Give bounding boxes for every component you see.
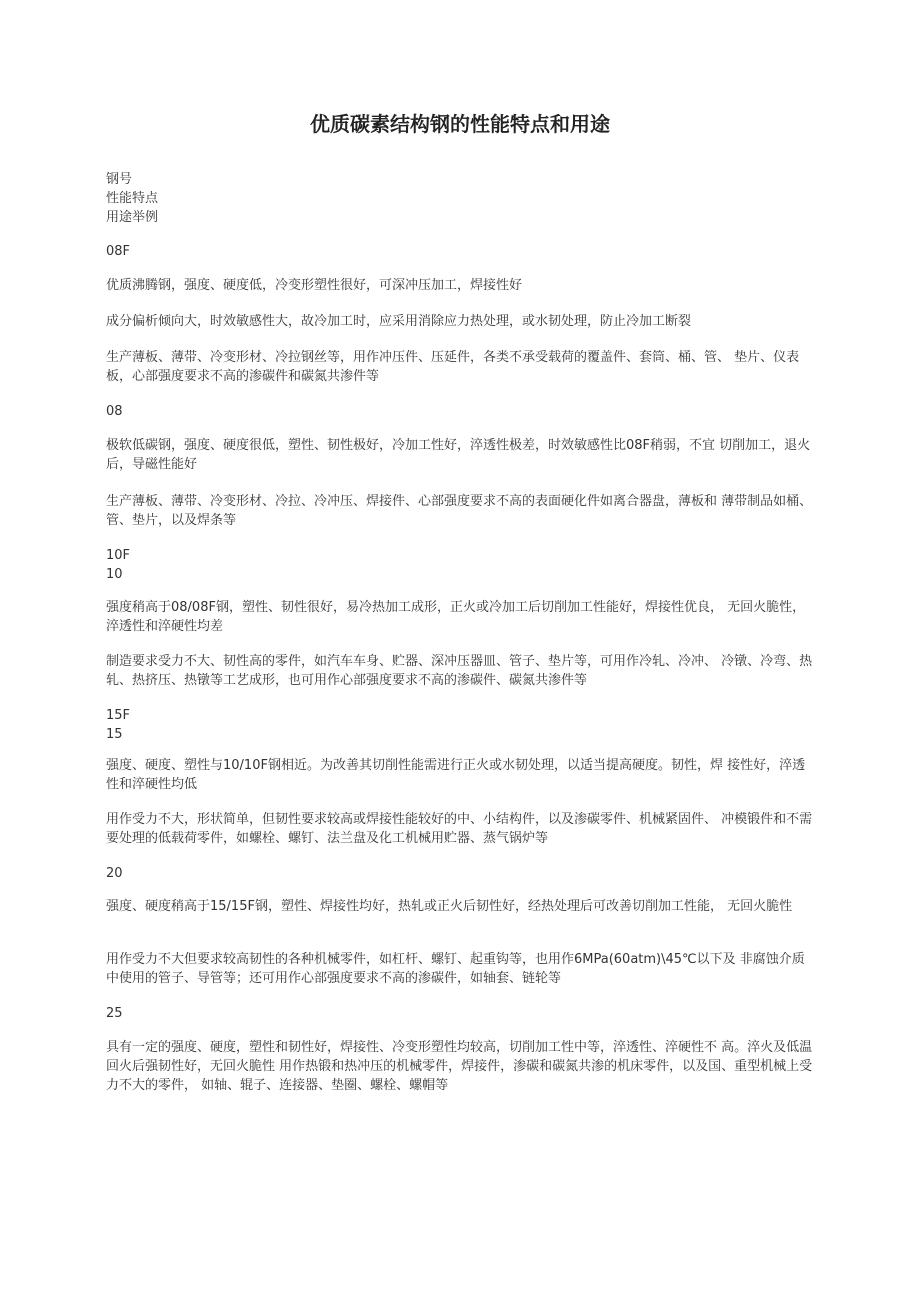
- paragraph-text: 极软低碳钢，强度、硬度很低，塑性、韧性极好，冷加工性好，淬透性极差，时效敏感性比08F稍弱，不宜 切削加工，退火后，导磁性能好: [106, 438, 811, 472]
- applications-paragraph: [106, 348, 816, 386]
- paragraph-text: 强度、硬度稍高于15/15F钢，塑性、焊接性均好，热轧或正火后韧性好，经热处理后可改善切削加工性能， 无回火脆性: [106, 899, 793, 914]
- header-properties: 性能特点: [106, 191, 159, 206]
- properties-paragraph: [106, 897, 816, 916]
- properties-paragraph: [106, 1038, 816, 1095]
- steel-code-20: [106, 864, 816, 883]
- steel-code: 08: [106, 404, 123, 419]
- paragraph-text: 成分偏析倾向大，时效敏感性大，故冷加工时，应采用消除应力热处理，或水韧处理，防止冷加工断裂: [106, 314, 692, 329]
- steel-code: 15: [106, 727, 123, 742]
- paragraph-text: 生产薄板、薄带、冷变形材、冷拉、冷冲压、焊接件、心部强度要求不高的表面硬化件如离合器盘，薄板和 薄带制品如桶、管、垫片，以及焊条等: [106, 494, 813, 528]
- steel-code: 08F: [106, 244, 131, 259]
- paragraph-text: 制造要求受力不大、韧性高的零件，如汽车车身、贮器、深冲压器皿、管子、垫片等，可用作冷轧、冷冲、 冷镦、冷弯、热轧、热挤压、热镦等工艺成形，也可用作心部强度要求不高的渗碳件、碳氮共渗件等: [106, 654, 813, 688]
- paragraph-text: 用作受力不大但要求较高韧性的各种机械零件，如杠杆、螺钉、起重钩等，也用作6MPa(60atm)\45℃以下及 非腐蚀介质中使用的管子、导管等；还可用作心部强度要求不高的渗碳件，如轴套、链轮等: [106, 952, 805, 986]
- steel-code-08f: [106, 242, 816, 261]
- paragraph-text: 具有一定的强度、硬度，塑性和韧性好，焊接性、冷变形塑性均较高，切削加工性中等，淬透性、淬硬性不 高。淬火及低温回火后强韧性好，无回火脆性 用作热锻和热冲压的机械零件，焊接件，渗碳和碳氮共渗的机床零件，以及国、重型机械上受力不大的零件， 如轴、辊子、连接器、垫圈、螺栓、螺帽等: [106, 1040, 813, 1093]
- steel-code: 20: [106, 866, 123, 881]
- paragraph-text: 用作受力不大，形状简单，但韧性要求较高或焊接性能较好的中、小结构件，以及渗碳零件、机械紧固件、 冲模锻件和不需要处理的低载荷零件，如螺栓、螺钉、法兰盘及化工机械用贮器、蒸气锅炉等: [106, 812, 813, 846]
- properties-paragraph: [106, 756, 816, 794]
- applications-paragraph: [106, 950, 816, 988]
- properties-paragraph: [106, 312, 816, 331]
- steel-code: 25: [106, 1006, 123, 1021]
- applications-paragraph: [106, 652, 816, 690]
- steel-code: 10F: [106, 548, 131, 563]
- applications-paragraph: [106, 810, 816, 848]
- document-title: 优质碳素结构钢的性能特点和用途: [310, 112, 610, 136]
- steel-code: 15F: [106, 708, 131, 723]
- paragraph-text: 强度、硬度、塑性与10/10F钢相近。为改善其切削性能需进行正火或水韧处理，以适当提高硬度。韧性，焊 接性好，淬透性和淬硬性均低: [106, 758, 806, 792]
- applications-paragraph: [106, 492, 816, 530]
- table-header: [106, 170, 816, 227]
- steel-code-15f-15: [106, 706, 816, 744]
- header-applications: 用途举例: [106, 210, 159, 225]
- paragraph-text: 生产薄板、薄带、冷变形材、冷拉钢丝等，用作冲压件、压延件，各类不承受载荷的覆盖件、套筒、桶、管、 垫片、仪表板，心部强度要求不高的渗碳件和碳氮共渗件等: [106, 350, 800, 384]
- steel-code-25: [106, 1004, 816, 1023]
- header-steel-grade: 钢号: [106, 172, 133, 187]
- paragraph-text: 优质沸腾钢，强度、硬度低，冷变形塑性很好，可深冲压加工，焊接性好: [106, 278, 523, 293]
- properties-paragraph: [106, 598, 816, 636]
- properties-paragraph: [106, 436, 816, 474]
- steel-code-08: [106, 402, 816, 421]
- properties-paragraph: [106, 276, 816, 295]
- steel-code-10f-10: [106, 546, 816, 584]
- steel-code: 10: [106, 567, 123, 582]
- paragraph-text: 强度稍高于08/08F钢，塑性、韧性很好，易冷热加工成形，正火或冷加工后切削加工性能好，焊接性优良， 无回火脆性，淬透性和淬硬性均差: [106, 600, 806, 634]
